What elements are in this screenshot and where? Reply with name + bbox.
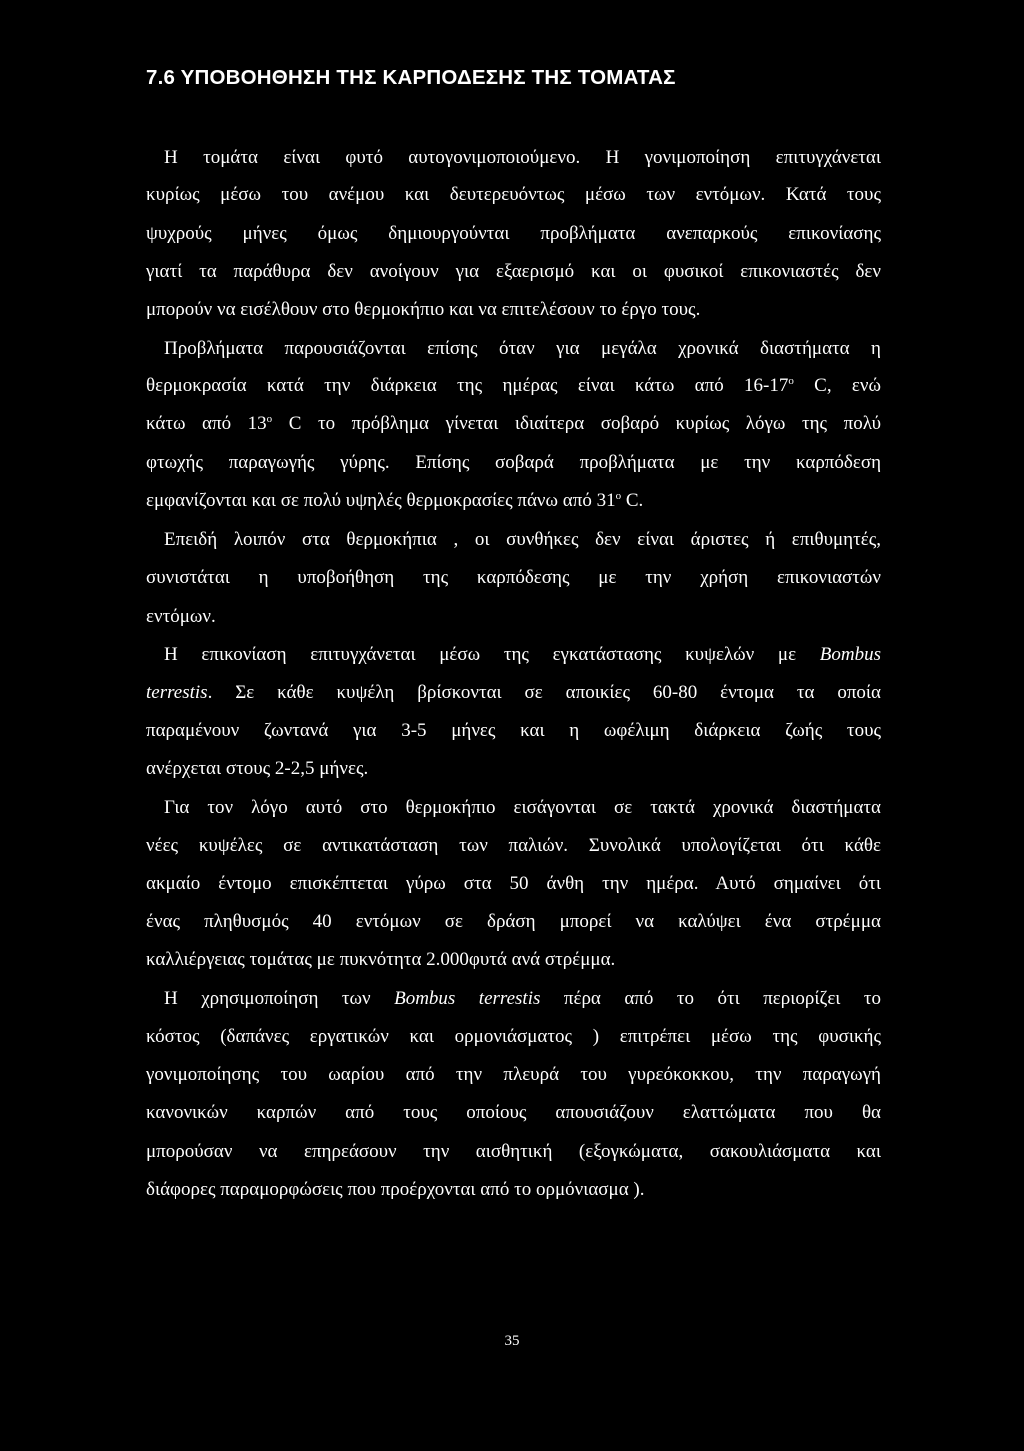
degree-sign: o <box>788 375 794 387</box>
text-fragment: εμφανίζονται και σε πολύ υψηλές θερμοκρασίες πάνω από 31 <box>146 490 616 511</box>
text-line <box>146 489 881 513</box>
text-line <box>146 681 881 705</box>
text-line: Προβλήματα παρουσιάζονται επίσης όταν για μεγάλα χρονικά διαστήματα η <box>164 338 881 359</box>
text-line: μπορούν να εισέλθουν στο θερμοκήπιο και να επιτελέσουν το έργο τους. <box>146 299 701 320</box>
text-fragment: πέρα από το ότι περιορίζει το <box>563 988 882 1009</box>
text-fragment: Η επικονίαση επιτυγχάνεται μέσω της εγκατάστασης κυψελών με <box>164 644 797 665</box>
text-line: κόστος (δαπάνες εργατικών και ορμονιάσματος ) επιτρέπει μέσω της φυσικής <box>146 1026 881 1047</box>
text-line: ακμαίο έντομο επισκέπτεται γύρω στα 50 άνθη την ημέρα. Αυτό σημαίνει ότι <box>146 873 881 894</box>
text-line: νέες κυψέλες σε αντικατάσταση των παλιών. Συνολικά υπολογίζεται ότι κάθε <box>146 835 881 856</box>
section-heading: 7.6 ΥΠΟΒΟΗΘΗΣΗ ΤΗΣ ΚΑΡΠΟΔΕΣΗΣ ΤΗΣ ΤΟΜΑΤΑΣ <box>146 66 676 89</box>
text-line: Επειδή λοιπόν στα θερμοκήπια , οι συνθήκες δεν είναι άριστες ή επιθυμητές, <box>164 529 881 550</box>
degree-sign: o <box>615 490 622 502</box>
degree-sign: o <box>266 413 273 425</box>
text-fragment: C το πρόβλημα γίνεται ιδιαίτερα σοβαρό κυρίως λόγω της πολύ <box>272 413 881 434</box>
text-line <box>146 412 881 436</box>
text-line: παραμένουν ζωντανά για 3-5 μήνες και η ωφέλιμη διάρκεια ζωής τους <box>146 720 881 741</box>
text-line: γιατί τα παράθυρα δεν ανοίγουν για εξαερισμό και οι φυσικοί επικονιαστές δεν <box>146 261 881 282</box>
text-line <box>164 643 881 667</box>
text-line: ανέρχεται στους 2-2,5 μήνες. <box>146 758 369 779</box>
text-line: φτωχής παραγωγής γύρης. Επίσης σοβαρά προβλήματα με την καρπόδεση <box>146 452 881 473</box>
text-line: ψυχρούς μήνες όμως δημιουργούνται προβλήματα ανεπαρκούς επικονίασης <box>146 223 881 244</box>
species-name: terrestis <box>146 682 208 703</box>
text-fragment: Η χρησιμοποίηση των <box>164 988 371 1009</box>
text-line: γονιμοποίησης του ωαρίου από την πλευρά του γυρεόκοκκου, την παραγωγή <box>146 1064 881 1085</box>
text-line: διάφορες παραμορφώσεις που προέρχονται από το ορμόνιασμα ). <box>146 1179 645 1200</box>
text-line: μπορούσαν να επηρεάσουν την αισθητική (εξογκώματα, σακουλιάσματα και <box>146 1141 881 1162</box>
text-line: Η τομάτα είναι φυτό αυτογονιμοποιούμενο. Η γονιμοποίηση επιτυγχάνεται <box>164 147 881 168</box>
text-line <box>164 987 881 1011</box>
text-fragment: θερμοκρασία κατά την διάρκεια της ημέρας είναι κάτω από 16-17 <box>146 375 789 396</box>
page-number: 35 <box>504 1333 520 1349</box>
text-line: Για τον λόγο αυτό στο θερμοκήπιο εισάγονται σε τακτά χρονικά διαστήματα <box>164 797 881 818</box>
species-name: Bombus terrestis <box>394 988 541 1009</box>
text-line: κυρίως μέσω του ανέμου και δευτερευόντως μέσω των εντόμων. Κατά τους <box>146 184 881 205</box>
text-fragment: . Σε κάθε κυψέλη βρίσκονται σε αποικίες 60-80 έντομα τα οποία <box>207 682 881 703</box>
text-line: ένας πληθυσμός 40 εντόμων σε δράση μπορεί να καλύψει ένα στρέμμα <box>146 911 881 932</box>
text-line <box>146 374 881 398</box>
text-fragment: C, ενώ <box>793 375 881 396</box>
text-line: εντόμων. <box>146 606 216 627</box>
text-fragment: κάτω από 13 <box>146 413 267 434</box>
text-line: συνιστάται η υποβοήθηση της καρπόδεσης με την χρήση επικονιαστών <box>146 567 881 588</box>
species-name: Bombus <box>819 644 881 665</box>
text-fragment: C. <box>621 490 644 511</box>
text-line: κανονικών καρπών από τους οποίους απουσιάζουν ελαττώματα που θα <box>146 1102 881 1123</box>
text-line: καλλιέργειας τομάτας με πυκνότητα 2.000φυτά ανά στρέμμα. <box>146 949 616 970</box>
